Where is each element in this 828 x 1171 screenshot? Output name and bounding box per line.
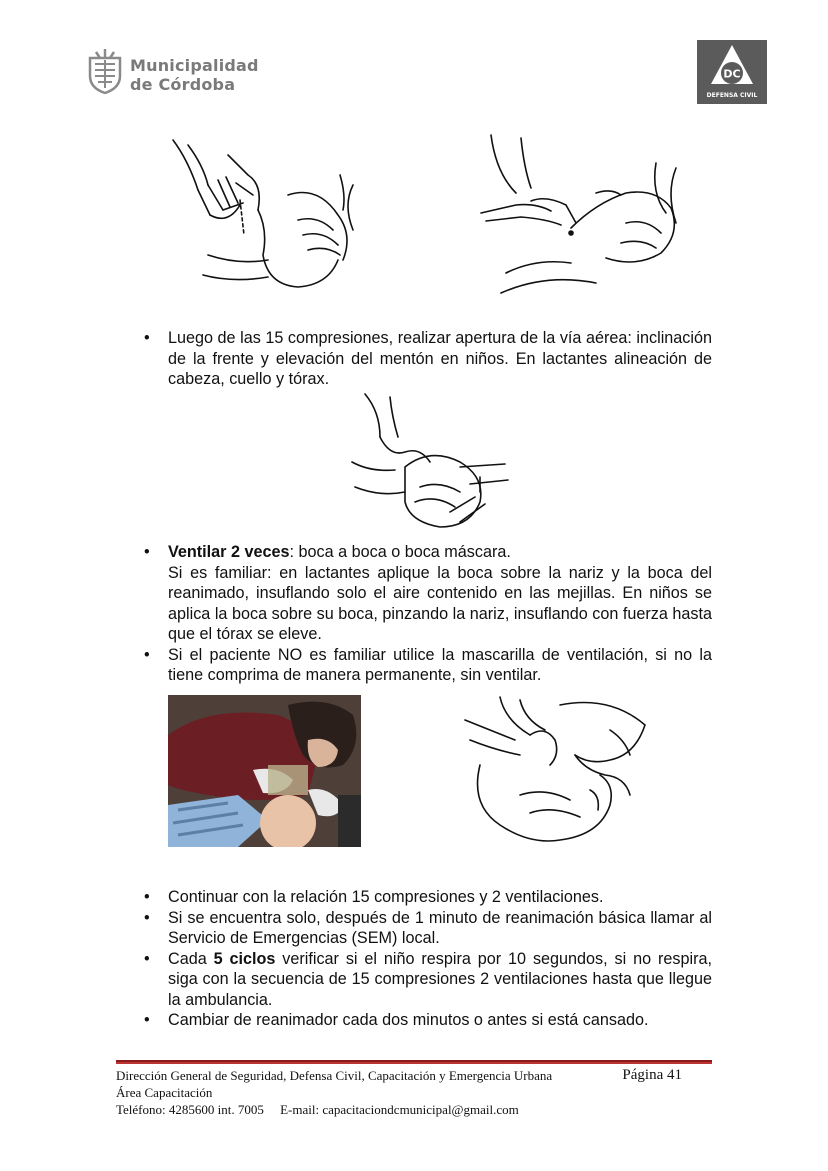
list-item (144, 542, 712, 645)
ventilar-rest: : boca a boca o boca máscara. (289, 543, 511, 561)
list-item: • Si se encuentra solo, después de 1 minuto de reanimación básica llamar al Servicio de Emergencias (SEM) local. (144, 908, 712, 949)
footer-line-2: Área Capacitación (116, 1085, 213, 1100)
cycles-rest: verificar si el niño respira por 10 segundos, si no respira, siga con la secuencia de 15 compresiones 2 ventilaciones hasta que llegue la ambulancia. (168, 949, 712, 1009)
head-tilt-illustration (168, 135, 363, 295)
jaw-thrust-illustration (476, 133, 686, 303)
footer-line-3: Teléfono: 4285600 int. 7005 E-mail: capacitaciondcmunicipal@gmail.com (116, 1102, 519, 1117)
infant-airway-illustration (350, 392, 510, 532)
municipalidad-logo (86, 48, 259, 96)
airway-bullet-list (144, 328, 712, 390)
list-item: • Luego de las 15 compresiones, realizar apertura de la vía aérea: inclinación de la frente y elevación del mentón en niños. En lactantes alineación de cabeza, cuello y tórax. (144, 328, 712, 390)
page-footer (116, 1067, 712, 1118)
cycles-bold: 5 ciclos (213, 949, 276, 968)
crest-icon (86, 48, 124, 94)
list-item (144, 949, 712, 1011)
badge-letters: DC (723, 67, 741, 81)
footer-divider (116, 1060, 712, 1064)
list-item: • Si el paciente NO es familiar utilice la mascarilla de ventilación, si no la tiene comprima de manera permanente, sin ventilar. (144, 645, 712, 686)
cpr-photo (168, 695, 361, 847)
municipality-name-line1: Municipalidad (130, 56, 259, 75)
badge-caption: DEFENSA CIVIL (706, 92, 758, 99)
sequence-bullet-list (144, 887, 712, 1031)
municipality-name-line2: de Córdoba (130, 75, 236, 94)
ventilation-bullet-list (144, 542, 712, 686)
page-number: Página 41 (622, 1067, 682, 1083)
list-item: • Cambiar de reanimador cada dos minutos o antes si está cansado. (144, 1010, 712, 1031)
defensa-civil-badge (697, 40, 767, 104)
infant-ventilation-illustration (460, 695, 650, 850)
footer-line-1: Dirección General de Seguridad, Defensa Civil, Capacitación y Emergencia Urbana (116, 1068, 553, 1083)
ventilar-bold: Ventilar 2 veces (168, 543, 290, 561)
familiar-paragraph: Si es familiar: en lactantes aplique la boca sobre la nariz y la boca del reanimado, insuflando solo el aire contenido en las mejillas. En niños se aplica la boca sobre su boca, pinzando la nariz, insuflando con fuerza hasta que el tórax se eleve. (168, 563, 712, 643)
cada-text: Cada (168, 949, 214, 968)
list-item: • Continuar con la relación 15 compresiones y 2 ventilaciones. (144, 887, 712, 908)
